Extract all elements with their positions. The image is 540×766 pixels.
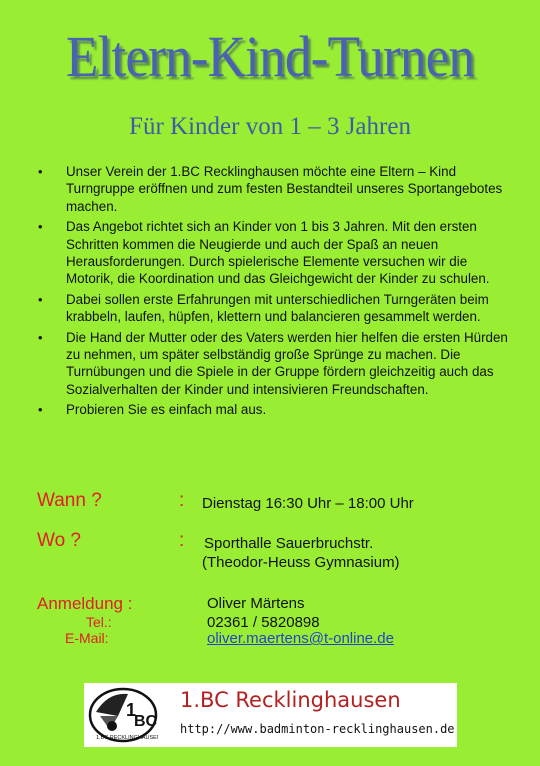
where-label: Wo ? — [37, 530, 82, 551]
when-value: Dienstag 16:30 Uhr – 18:00 Uhr — [202, 495, 414, 512]
registration-label: Anmeldung : — [37, 594, 133, 613]
tel-label: Tel.: — [86, 614, 112, 630]
list-item — [38, 401, 508, 418]
club-logo — [88, 686, 158, 744]
list-item-text: Unser Verein der 1.BC Recklinghausen möchte eine Eltern – Kind Turngruppe eröffnen und zum festen Bestandteil unseres Sportangebotes machen. — [66, 164, 503, 214]
bullet-icon: • — [38, 402, 43, 418]
contact-name: Oliver Märtens — [207, 595, 305, 612]
list-item — [38, 291, 508, 326]
list-item-text: Die Hand der Mutter oder des Vaters werden hier helfen die ersten Hürden zu nehmen, um später selbständig große Sprünge zu machen. Die Turnübungen und die Spiele in der Gruppe fördern gleichzeitig auch das Sozialverhalten der Kinder und intensivieren Freundschaften. — [66, 329, 508, 397]
tel-value: 02361 / 5820898 — [207, 614, 320, 631]
bullet-icon: • — [38, 164, 43, 179]
when-colon: : — [179, 490, 185, 511]
when-label: Wann ? — [37, 490, 102, 511]
where-colon: : — [179, 530, 185, 551]
list-item — [38, 218, 508, 288]
club-url-link[interactable]: http://www.badminton-recklinghausen.de — [180, 722, 455, 736]
svg-text:1.BC RECKLINGHAUSEN: 1.BC RECKLINGHAUSEN — [96, 735, 158, 741]
list-item — [38, 163, 508, 215]
where-school: (Theodor-Heuss Gymnasium) — [202, 554, 400, 571]
bullet-icon: • — [38, 329, 43, 345]
svg-text:BC: BC — [134, 713, 158, 730]
page-subtitle: Für Kinder von 1 – 3 Jahren — [129, 113, 411, 140]
bullet-icon: • — [38, 291, 43, 307]
list-item-text: Das Angebot richtet sich an Kinder von 1 bis 3 Jahren. Mit den ersten Schritten kommen die Neugierde und auch der Spaß an neuen Herausforderungen. Durch spielerische Elemente versuchen wir die Motorik, die Koordination und das Gleichgewicht der Kinder zu schulen. — [66, 219, 490, 287]
list-item — [38, 329, 508, 399]
list-item-text: Probieren Sie es einfach mal aus. — [66, 402, 267, 418]
list-item-text: Dabei sollen erste Erfahrungen mit unterschiedlichen Turngeräten beim krabbeln, laufen, hüpfen, klettern und balancieren gesammelt werden. — [66, 291, 489, 325]
email-label: E-Mail: — [65, 630, 109, 646]
email-link[interactable]: oliver.maertens@t-online.de — [207, 630, 394, 647]
club-name: 1.BC Recklinghausen — [180, 688, 401, 712]
shuttlecock-logo-icon — [88, 686, 158, 744]
info-list — [38, 163, 508, 422]
svg-text:1: 1 — [126, 700, 137, 720]
club-banner — [84, 683, 457, 747]
page-title: Eltern-Kind-Turnen — [65, 24, 475, 89]
where-venue: Sporthalle Sauerbruchstr. — [204, 535, 374, 552]
bullet-icon: • — [38, 219, 43, 235]
